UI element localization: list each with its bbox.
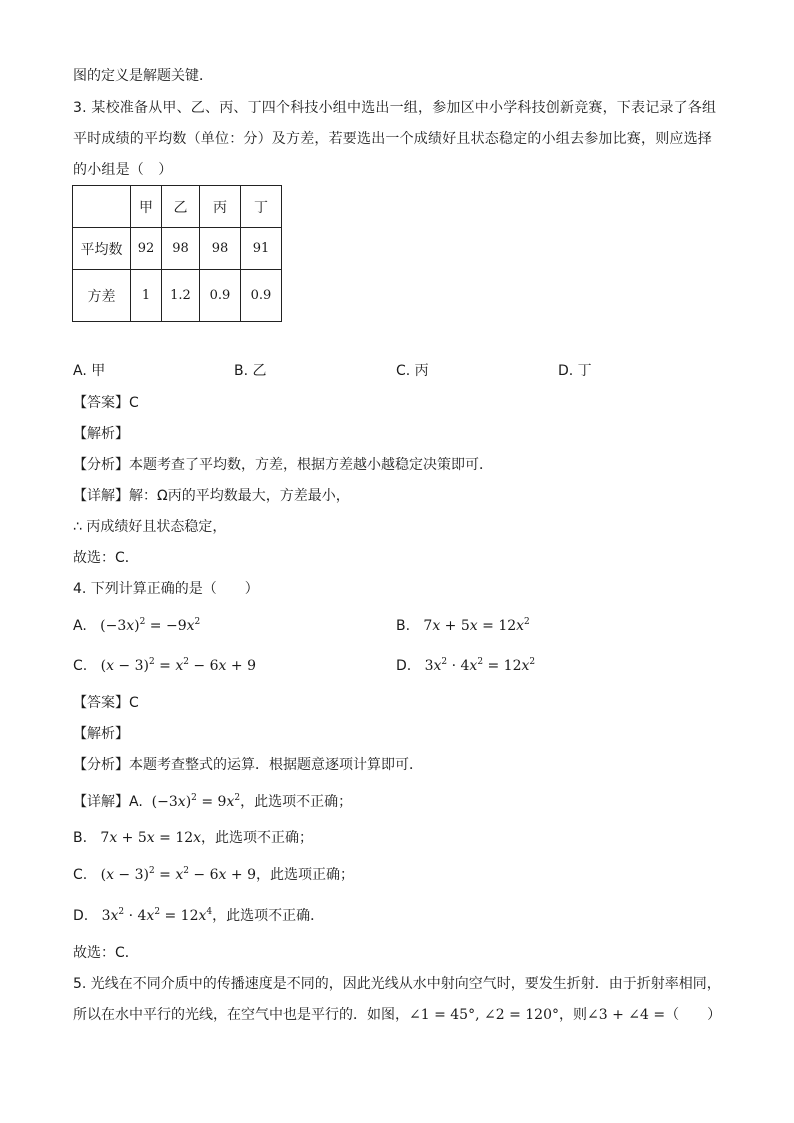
table-row (73, 228, 282, 270)
table-header-row (73, 186, 282, 228)
q3-choice: 故选：C． (73, 550, 139, 566)
q4-analysis-title: 【解析】 (73, 726, 129, 742)
angle-values: ∠1 = 45°, ∠2 = 120° (409, 1007, 559, 1023)
detail-formula: $3x^2 \cdot 4x^2 = 12x^4$ (92, 907, 213, 924)
table-header-cell: 丁 (241, 186, 282, 228)
q3-score-table (72, 185, 282, 322)
q3-detail-1: 【详解】解：Ω丙的平均数最大，方差最小， (73, 488, 350, 504)
detail-verdict: ，此选项正确； (255, 867, 354, 883)
angle-sum-expression: ∠3 + ∠4 = (586, 1007, 666, 1023)
table-row (73, 270, 282, 322)
table-cell: 98 (200, 228, 241, 270)
table-row-label: 平均数 (73, 228, 131, 270)
q4-option-c (73, 656, 256, 676)
q4-detail-c (73, 865, 354, 885)
q4-detail-a (73, 792, 352, 812)
detail-formula: $(-3x)^2 = 9x^2$ (147, 793, 241, 810)
table-row-label: 方差 (73, 270, 131, 322)
detail-verdict: ，此选项不正确； (240, 794, 353, 810)
q3-option-c: C. 丙 (396, 363, 429, 379)
table-cell: 0.9 (200, 270, 241, 322)
detail-verdict: ，此选项不正确． (212, 908, 325, 924)
table-header-cell: 丙 (200, 186, 241, 228)
option-label: C. (73, 658, 88, 674)
table-cell (73, 186, 131, 228)
option-label: B. (396, 618, 411, 634)
q4-option-d (396, 656, 535, 676)
option-label: D. (396, 658, 412, 674)
q3-answer: 【答案】C (73, 395, 139, 411)
table-cell: 1.2 (162, 270, 200, 322)
option-formula: $(x - 3)^2 = x^2 - 6x + 9$ (91, 657, 256, 674)
stem-text: 所以在水中平行的光线，在空气中也是平行的．如图， (73, 1007, 409, 1023)
q5-stem-line2 (73, 1005, 721, 1025)
table-header-cell: 甲 (131, 186, 162, 228)
option-formula: $(-3x)^2 = -9x^2$ (91, 617, 201, 634)
option-label: A. (73, 618, 87, 634)
q3-analysis-title: 【解析】 (73, 426, 129, 442)
stem-text: ，则 (558, 1007, 587, 1023)
table-header-cell: 乙 (162, 186, 200, 228)
table-cell: 0.9 (241, 270, 282, 322)
table-cell: 92 (131, 228, 162, 270)
q4-choice: 故选：C． (73, 945, 139, 961)
q4-detail-b (73, 828, 313, 848)
q4-analysis: 【分析】本题考查整式的运算．根据题意逐项计算即可． (73, 757, 423, 773)
q4-detail-d (73, 906, 324, 926)
q3-stem: 3. 某校准备从甲、乙、丙、丁四个科技小组中选出一组，参加区中小学科技创新竞赛，下表记录了各组平时成绩的平均数（单位：分）及方差，若要选出一个成绩好且状态稳定的小组去参加比赛，则应选择的小组是（ ） (73, 100, 717, 178)
detail-label: 【详解】A. (73, 794, 143, 810)
q3-analysis: 【分析】本题考查了平均数，方差，根据方差越小越稳定决策即可． (73, 457, 493, 473)
q4-option-a (73, 616, 200, 636)
detail-label: D. (73, 908, 89, 924)
detail-verdict: ，此选项不正确； (201, 830, 314, 846)
q4-answer: 【答案】C (73, 695, 139, 711)
detail-formula: 7x + 5x = 12x (91, 830, 202, 846)
q3-option-b: B. 乙 (234, 363, 267, 379)
q3-option-d: D. 丁 (558, 363, 592, 379)
stem-text: （ ） (665, 1007, 722, 1023)
q3-option-a: A. 甲 (73, 363, 106, 379)
detail-formula: $(x - 3)^2 = x^2 - 6x + 9$ (91, 866, 256, 883)
q5-stem-line1: 5. 光线在不同介质中的传播速度是不同的，因此光线从水中射向空气时，要发生折射．由于折射率相同， (73, 976, 721, 992)
table-cell: 91 (241, 228, 282, 270)
table-cell: 1 (131, 270, 162, 322)
q3-detail-2: ∴ 丙成绩好且状态稳定， (73, 519, 227, 535)
option-formula: $7x + 5x = 12x^2$ (414, 617, 530, 634)
q4-stem: 4. 下列计算正确的是（ ） (73, 581, 259, 597)
previous-answer-tail: 图的定义是解题关键． (73, 68, 213, 84)
table-cell: 98 (162, 228, 200, 270)
detail-label: B. (73, 830, 88, 846)
option-formula: $3x^2 \cdot 4x^2 = 12x^2$ (415, 657, 536, 674)
detail-label: C. (73, 867, 88, 883)
q4-option-b (396, 616, 530, 636)
